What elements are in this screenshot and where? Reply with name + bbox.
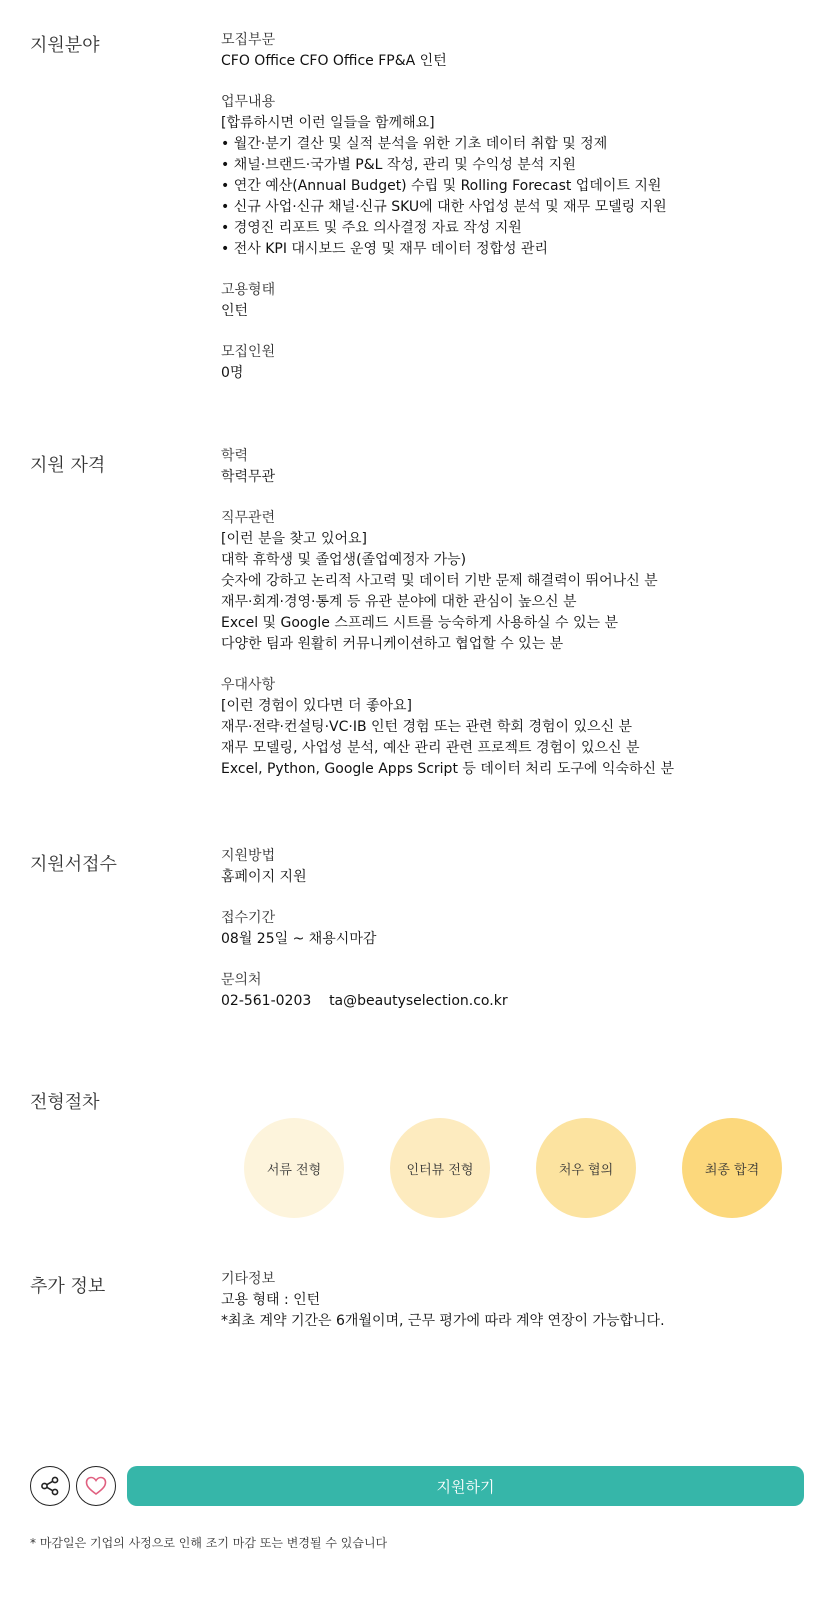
info-label: 지원방법 [221,848,276,864]
info-block-preferred [221,675,811,780]
info-label: 업무내용 [221,94,276,110]
section-body [221,1269,811,1352]
process-steps [244,1118,784,1218]
info-block-position [221,30,811,72]
info-line: Excel, Python, Google Apps Script 등 데이터 처리 도구에 익숙하신 분 [221,761,674,777]
info-line: • 연간 예산(Annual Budget) 수립 및 Rolling Forecast 업데이트 지원 [221,178,662,194]
info-line: • 신규 사업·신규 채널·신규 SKU에 대한 사업성 분석 및 재무 모델링 지원 [221,199,667,215]
section-title: 추가 정보 [30,1276,106,1297]
info-block-contact [221,970,811,1012]
section-title: 지원분야 [30,35,100,56]
info-line: 숫자에 강하고 논리적 사고력 및 데이터 기반 문제 해결력이 뛰어나신 분 [221,573,658,589]
share-icon [39,1475,61,1497]
apply-button[interactable]: 지원하기 [127,1466,804,1506]
info-line: 고용 형태 : 인턴 [221,1292,321,1308]
info-block-education [221,446,811,488]
info-label: 고용형태 [221,282,276,298]
info-line: 다양한 팀과 원활히 커뮤니케이션하고 협업할 수 있는 분 [221,636,564,652]
like-button[interactable] [76,1466,116,1506]
share-button[interactable] [30,1466,70,1506]
info-line: • 전사 KPI 대시보드 운영 및 재무 데이터 정합성 관리 [221,241,549,257]
info-line: 학력무관 [221,469,276,485]
info-label: 학력 [221,448,249,464]
section-title: 지원 자격 [30,455,106,476]
info-line: [이런 분을 찾고 있어요] [221,531,367,547]
info-line: 재무 모델링, 사업성 분석, 예산 관리 관련 프로젝트 경험이 있으신 분 [221,740,640,756]
info-label: 모집인원 [221,344,276,360]
info-line: 0명 [221,365,244,381]
process-step-1: 서류 전형 [244,1118,344,1218]
info-block-employment [221,280,811,322]
info-block-etc [221,1269,811,1332]
section-title: 전형절차 [30,1092,100,1113]
process-step-3: 처우 협의 [536,1118,636,1218]
deadline-notice: * 마감일은 기업의 사정으로 인해 조기 마감 또는 변경될 수 있습니다 [30,1536,388,1550]
info-block-method [221,846,811,888]
info-block-duties [221,92,811,260]
section-body [221,30,811,404]
process-step-4: 최종 합격 [682,1118,782,1218]
section-title: 지원서접수 [30,854,117,875]
info-line: *최초 계약 기간은 6개월이며, 근무 평가에 따라 계약 연장이 가능합니다. [221,1313,665,1329]
info-line: 홈페이지 지원 [221,869,307,885]
info-line: • 채널·브랜드·국가별 P&L 작성, 관리 및 수익성 분석 지원 [221,157,576,173]
info-line: [이런 경험이 있다면 더 좋아요] [221,698,413,714]
info-line: 인턴 [221,303,249,319]
info-label: 모집부문 [221,32,276,48]
info-line: [합류하시면 이런 일들을 함께해요] [221,115,435,131]
info-label: 직무관련 [221,510,276,526]
info-line: 재무·회계·경영·통계 등 유관 분야에 대한 관심이 높으신 분 [221,594,577,610]
info-line: 08월 25일 ~ 채용시마감 [221,931,377,947]
info-block-headcount [221,342,811,384]
info-line: 대학 휴학생 및 졸업생(졸업예정자 가능) [221,552,467,568]
info-line: 재무·전략·컨설팅·VC·IB 인턴 경험 또는 관련 학회 경험이 있으신 분 [221,719,633,735]
info-label: 우대사항 [221,677,276,693]
info-block-period [221,908,811,950]
info-label: 접수기간 [221,910,276,926]
info-label: 문의처 [221,972,262,988]
info-line: CFO Office CFO Office FP&A 인턴 [221,53,447,69]
info-label: 기타정보 [221,1271,276,1287]
section-body [221,446,811,800]
info-block-requirements [221,508,811,655]
contact-line: 02-561-0203 ta@beautyselection.co.kr [221,993,508,1009]
process-step-2: 인터뷰 전형 [390,1118,490,1218]
heart-icon [85,1476,107,1496]
section-body [221,846,811,1032]
info-line: • 경영진 리포트 및 주요 의사결정 자료 작성 지원 [221,220,522,236]
info-line: Excel 및 Google 스프레드 시트를 능숙하게 사용하실 수 있는 분 [221,615,618,631]
info-line: • 월간·분기 결산 및 실적 분석을 위한 기초 데이터 취합 및 정제 [221,136,608,152]
